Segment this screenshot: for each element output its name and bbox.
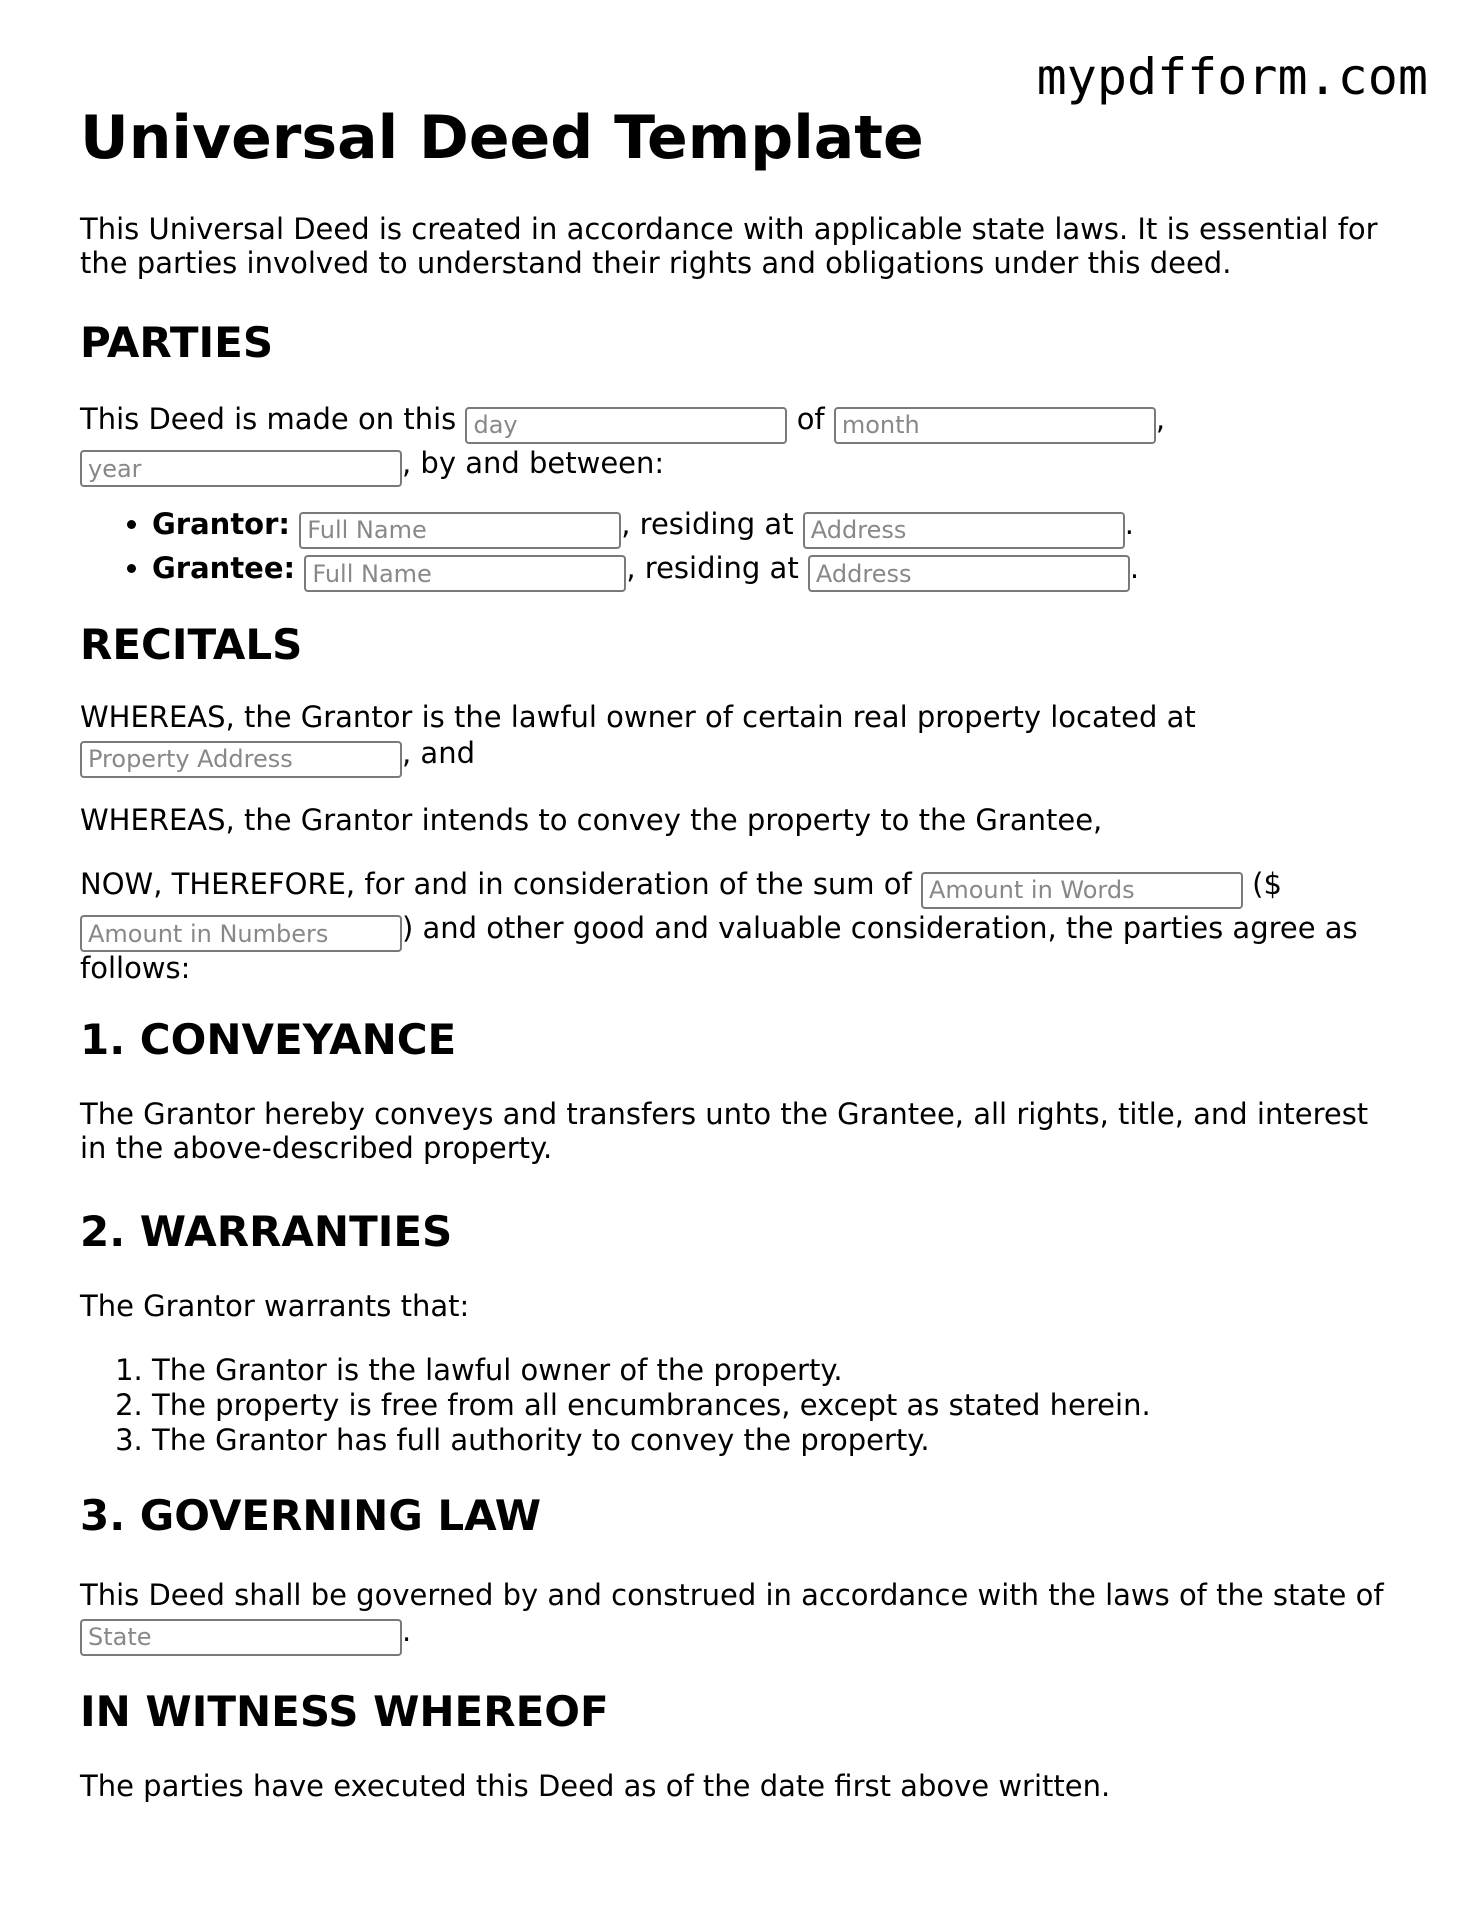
intro-paragraph: This Universal Deed is created in accordance with applicable state laws. It is essential for the parties involved to understand their rights and obligations under this deed. xyxy=(80,212,1378,280)
and-text: , and xyxy=(402,736,475,770)
warranties-intro: The Grantor warrants that: xyxy=(80,1289,470,1323)
grantor-item xyxy=(152,505,1139,549)
grantee-residing-text: , residing at xyxy=(626,550,799,585)
whereas-1-field-line xyxy=(80,734,1400,778)
watermark: mypdfform.com xyxy=(1036,48,1428,106)
grantee-label: Grantee: xyxy=(152,550,296,585)
parties-heading: PARTIES xyxy=(80,318,274,367)
year-field[interactable] xyxy=(80,450,402,487)
grantor-name-field[interactable] xyxy=(299,512,621,549)
whereas-2-paragraph: WHEREAS, the Grantor intends to convey the property to the Grantee, xyxy=(80,803,1103,837)
grantor-residing-text: , residing at xyxy=(621,507,794,541)
warranties-list xyxy=(80,1353,1151,1458)
whereas-1-text: WHEREAS, the Grantor is the lawful owner of certain real property located at xyxy=(80,700,1196,734)
grantor-address-field[interactable] xyxy=(803,512,1125,549)
consideration-line-2 xyxy=(80,909,1400,953)
warranty-item: 2. The property is free from all encumbrances, except as stated herein. xyxy=(152,1388,1151,1423)
by-and-between-text: , by and between: xyxy=(402,445,665,480)
whereas-1-paragraph xyxy=(80,700,1400,778)
governing-law-heading: 3. GOVERNING LAW xyxy=(80,1491,542,1540)
governing-law-paragraph xyxy=(80,1578,1400,1656)
grantee-period: . xyxy=(1129,550,1140,585)
amount-numbers-field[interactable] xyxy=(80,915,402,952)
deed-year-line xyxy=(80,444,1400,488)
grantor-label: Grantor: xyxy=(152,507,291,541)
consideration-paragraph xyxy=(80,865,1400,984)
consideration-line-1 xyxy=(80,865,1400,909)
month-field[interactable] xyxy=(834,407,1156,444)
grantee-address-field[interactable] xyxy=(808,555,1130,592)
comma-text: , xyxy=(1155,402,1166,436)
deed-date-line xyxy=(80,400,1400,444)
governing-law-text: This Deed shall be governed by and construed in accordance with the laws of the state of xyxy=(80,1578,1384,1612)
warranty-item: 1. The Grantor is the lawful owner of the property. xyxy=(152,1353,1151,1388)
governing-law-field-line xyxy=(80,1612,1400,1656)
deed-date-paragraph xyxy=(80,400,1400,487)
amount-words-field[interactable] xyxy=(921,872,1243,909)
consideration-text: NOW, THEREFORE, for and in consideration of the sum of xyxy=(80,867,912,901)
dollar-open-text: ($ xyxy=(1252,867,1282,901)
recitals-heading: RECITALS xyxy=(80,620,303,669)
grantee-item xyxy=(152,549,1139,593)
made-on-text: This Deed is made on this xyxy=(80,402,457,436)
witness-heading: IN WITNESS WHEREOF xyxy=(80,1687,609,1736)
of-text: of xyxy=(796,402,825,436)
grantor-period: . xyxy=(1124,507,1135,541)
parties-list xyxy=(80,505,1139,592)
grantee-name-field[interactable] xyxy=(304,555,626,592)
state-period: . xyxy=(402,1614,412,1648)
state-field[interactable] xyxy=(80,1619,402,1656)
follows-text: follows: xyxy=(80,951,191,985)
warranties-heading: 2. WARRANTIES xyxy=(80,1207,453,1256)
property-address-field[interactable] xyxy=(80,741,402,778)
page-title: Universal Deed Template xyxy=(80,103,924,173)
warranty-item: 3. The Grantor has full authority to convey the property. xyxy=(152,1423,1151,1458)
conveyance-paragraph: The Grantor hereby conveys and transfers unto the Grantee, all rights, title, and interest in the above-described property. xyxy=(80,1097,1369,1165)
witness-paragraph: The parties have executed this Deed as of the date first above written. xyxy=(80,1769,1111,1803)
day-field[interactable] xyxy=(465,407,787,444)
consideration-suffix-text: ) and other good and valuable consideration, the parties agree as xyxy=(402,910,1358,945)
conveyance-heading: 1. CONVEYANCE xyxy=(80,1015,457,1064)
